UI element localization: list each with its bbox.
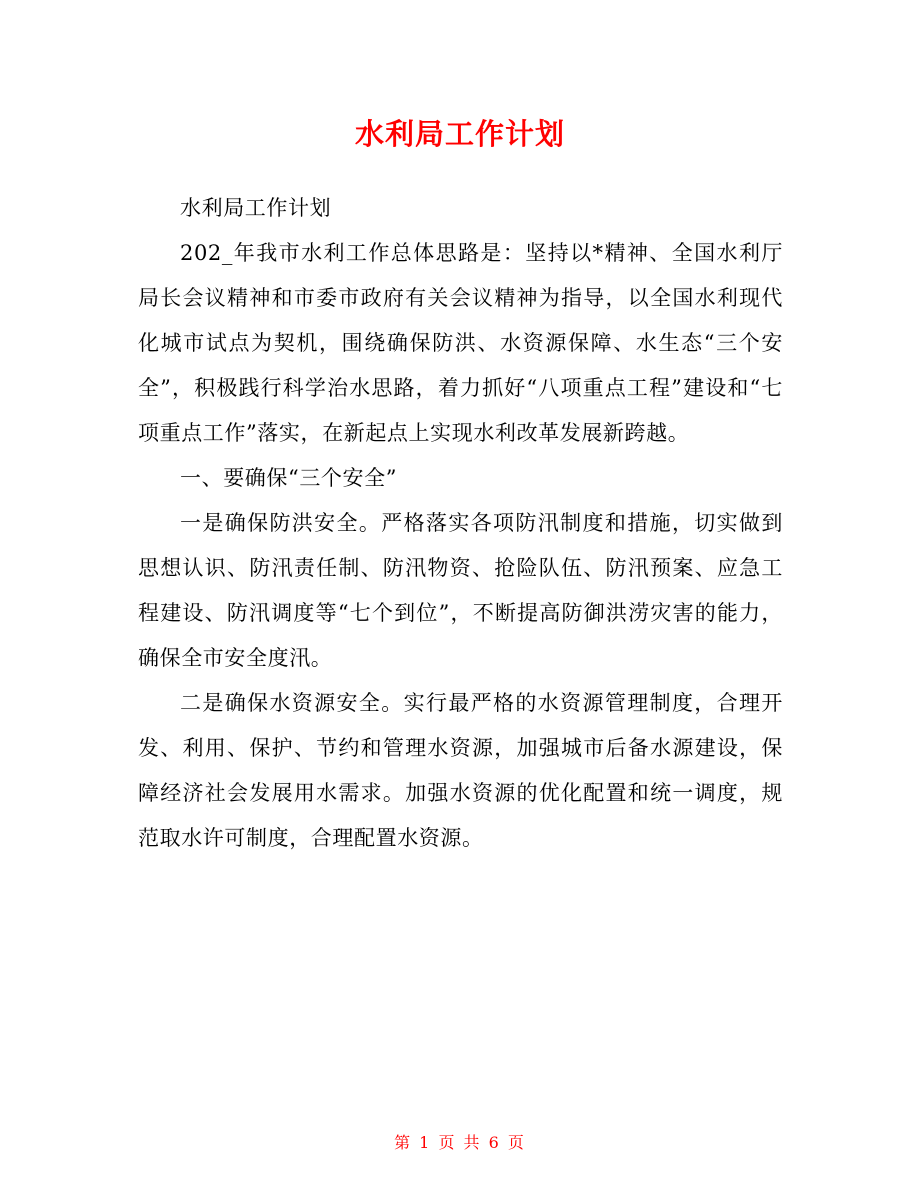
paragraph-water-resource-safety: 二是确保水资源安全。实行最严格的水资源管理制度，合理开发、利用、保护、节约和管理水资源，加强城市后备水源建设，保障经济社会发展用水需求。加强水资源的优化配置和统一调度，规范取水许可制度，合理配置水资源。	[138, 691, 783, 850]
paragraph-flood-safety: 一是确保防洪安全。严格落实各项防汛制度和措施，切实做到思想认识、防汛责任制、防汛物资、抢险队伍、防汛预案、应急工程建设、防汛调度等“七个到位”，不断提高防御洪涝灾害的能力，确保全市安全度汛。	[138, 511, 783, 670]
paragraph-heading: 水利局工作计划	[180, 196, 332, 220]
document-body	[138, 186, 783, 861]
page-number-footer: 第 1 页 共 6 页	[394, 1133, 526, 1152]
document-title: 水利局工作计划	[354, 117, 565, 151]
paragraph-overview: 202_年我市水利工作总体思路是：坚持以*精神、全国水利厅局长会议精神和市委市政府有关会议精神为指导，以全国水利现代化城市试点为契机，围绕确保防洪、水资源保障、水生态“三个安全”，积极践行科学治水思路，着力抓好“八项重点工程”建设和“七项重点工作”落实，在新起点上实现水利改革发展新跨越。	[138, 241, 783, 445]
section-heading-three-safeties: 一、要确保“三个安全”	[180, 466, 398, 490]
